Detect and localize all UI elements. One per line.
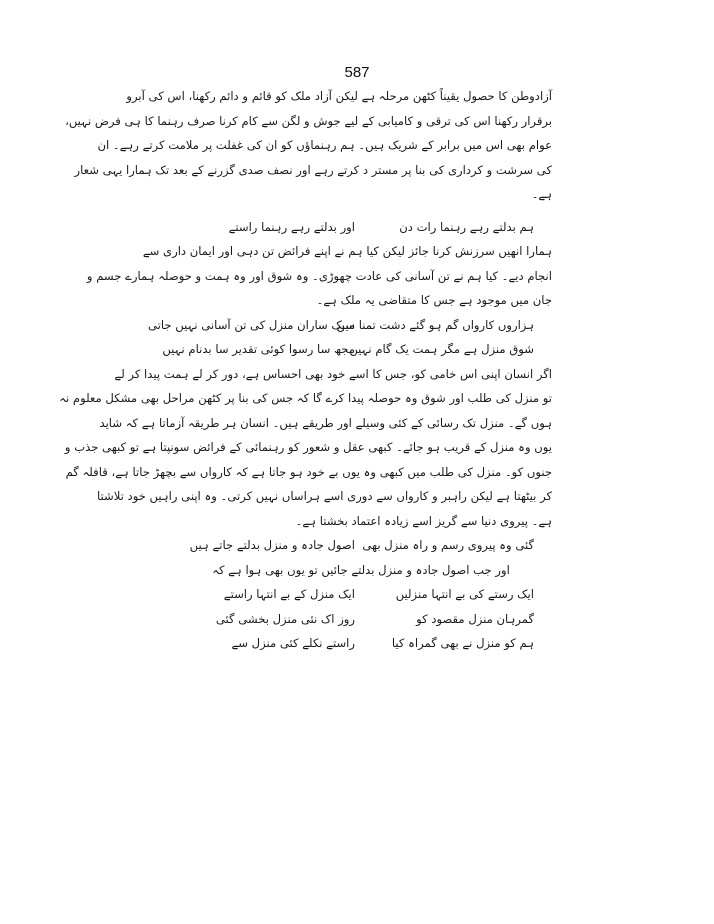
misra-first: گمرہان منزل مقصود کو	[416, 611, 534, 626]
page-number: 587	[344, 64, 370, 81]
misra-first: ہم بدلتے رہے رہنما رات دن	[399, 219, 534, 234]
connecting-line: اور جب اصول جادہ و منزل بدلتے جائیں تو یوں بھی ہوا ہے کہ	[212, 562, 510, 577]
couplet-2a	[147, 313, 552, 338]
couplet-3	[170, 533, 552, 558]
text-line: تو منزل کی طلب اور شوق وہ حوصلہ پیدا کرے گا کہ جس کی بنا پر کٹھن مراحل بھی مشکل معلوم نہ	[59, 391, 552, 405]
page-body	[59, 84, 552, 656]
couplet-4b	[170, 607, 552, 632]
misra-second: اصول جادہ و منزل بدلتے جاتے ہیں	[189, 538, 355, 552]
text-line: اگر انسان اپنی اس خامی کو، جس کا اسے خود بھی احساس ہے، دور کر لے ہمت پیدا کر لے	[114, 366, 552, 381]
text-line: کر بیٹھتا ہے لیکن راہبر و کارواں سے دوری اسے ہراساں نہیں کرتی۔ وہ اپنی راہیں خود تلاشتا	[96, 489, 552, 503]
paragraph-3	[59, 362, 552, 534]
text-line: آزادوطن کا حصول یقیناً کٹھن مرحلہ ہے لیکن آزاد ملک کو قائم و دائم رکھنا، اس کی آبرو	[126, 89, 552, 103]
misra-second: روز اک نئی منزل بخشی گئی	[215, 611, 355, 626]
text-line: یوں وہ منزل کے قریب ہو جائے۔ کبھی عقل و شعور کو رہنمائی کے فرائض سونپتا ہے تو کبھی جذب و	[64, 440, 552, 454]
couplet-4c	[170, 631, 552, 656]
misra-second: اور بدلتے رہے رہنما راستے	[228, 219, 355, 234]
misra-second: مجھ سا رسوا کوئی تقدیر سا بدنام نہیں	[162, 342, 355, 356]
misra-first: ایک رستے کی بے انتہا منزلیں	[395, 587, 534, 601]
text-line: ہمارا انھیں سرزنش کرنا جائز لیکن کیا ہم نے اپنے فرائض تن دہی اور ایمان داری سے	[142, 244, 552, 258]
misra-first: شوق منزل ہے مگر ہمت یک گام نہیں	[349, 342, 534, 356]
misra-second: سبک ساران منزل کی تن آسانی نہیں جاتی	[147, 317, 355, 332]
text-line: جنوں کو۔ منزل کی طلب میں کبھی وہ یوں بے خود ہو جاتا ہے کہ کارواں سے بچھڑ جاتا ہے، قافلہ گم	[65, 464, 552, 479]
text-line: ہوں گے۔ منزل تک رسائی کے کئی وسیلے اور طریقے ہیں۔ انسان ہر طریقہ آزماتا ہے کہ شاید	[99, 415, 552, 430]
text-line: انجام دیے۔ کیا ہم نے تن آسانی کی عادت چھوڑی۔ وہ شوق اور وہ ہمت و حوصلہ ہمارے جسم و	[86, 268, 552, 283]
misra-first: ہزاروں کارواں گم ہو گئے دشت تمنا میں	[336, 317, 534, 332]
couplet-1	[170, 215, 552, 240]
couplet-2b	[162, 337, 552, 362]
text-line: جان میں موجود ہے جس کا متقاضی یہ ملک ہے۔	[316, 293, 552, 307]
misra-second: ایک منزل کے بے انتہا راستے	[223, 587, 355, 601]
paragraph-1	[65, 84, 552, 207]
text-line: ہے۔	[531, 187, 552, 201]
text-line: ہے۔ پیروی دنیا سے گریز اسے زیادہ اعتماد بخشتا ہے۔	[295, 513, 552, 528]
misra-second: راستے نکلے کئی منزل سے	[231, 636, 355, 650]
text-line: برقرار رکھنا اس کی ترقی و کامیابی کے لیے جوش و لگن سے کام کرنا صرف رہنما کا ہی فرض نہیں،	[65, 113, 552, 128]
couplet-4a	[170, 582, 552, 607]
text-line: عوام بھی اس میں برابر کے شریک ہیں۔ ہم رہنماؤں کو ان کی غفلت پر ملامت کرتے رہے۔ ان	[97, 138, 552, 152]
misra-first: ہم کو منزل نے بھی گمراہ کیا	[391, 636, 534, 650]
text-line: کی سرشت و کرداری کی بنا پر مستر د کرتے رہے اور نصف صدی گزرنے کے بعد تک ہمارا یہی شعار	[74, 162, 552, 177]
misra-first: گئی وہ پیروی رسم و راہ منزل بھی	[362, 538, 534, 552]
paragraph-2	[86, 239, 552, 313]
